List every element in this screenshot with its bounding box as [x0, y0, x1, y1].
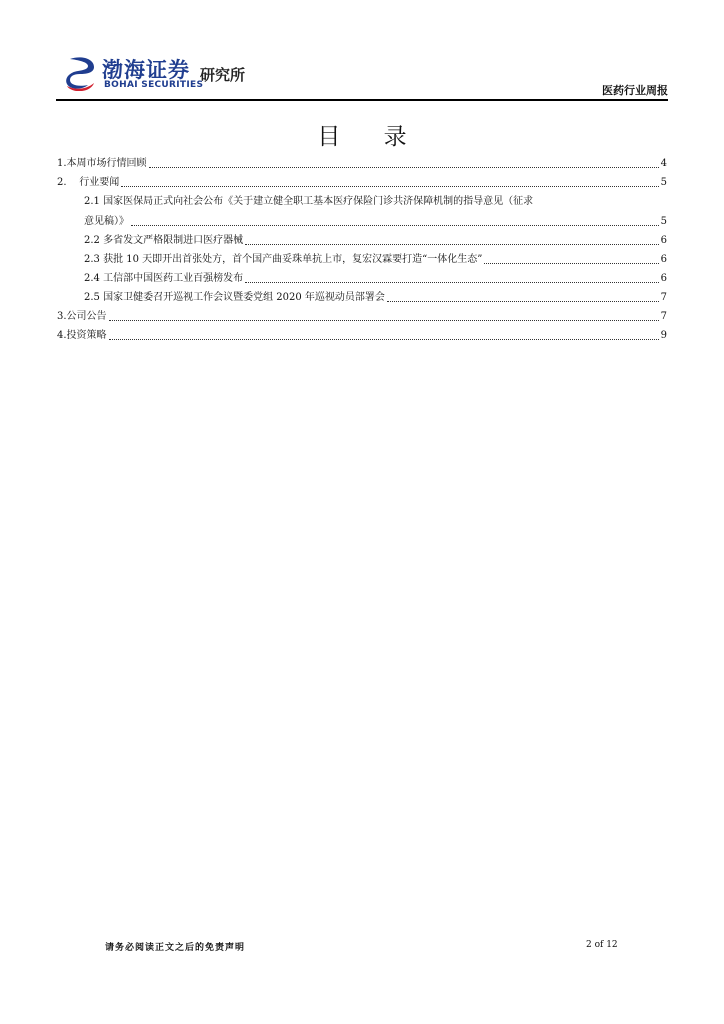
report-type: 医药行业周报 — [602, 84, 668, 97]
toc-entry-text: 意见稿）》 — [84, 216, 129, 227]
toc-leader-dots — [121, 186, 658, 187]
toc-leader-dots — [131, 225, 659, 226]
toc-leader-dots — [245, 244, 659, 245]
toc-entry-page: 5 — [660, 177, 667, 188]
toc-entry-2-2[interactable] — [57, 229, 667, 248]
toc-entry-page: 7 — [660, 311, 667, 322]
toc-entry-page: 6 — [660, 273, 667, 284]
toc-leader-dots — [109, 320, 659, 321]
footer-page-number: 2 of 12 — [586, 940, 618, 950]
toc-entry-2-4[interactable] — [57, 267, 667, 286]
toc-entry-page: 5 — [660, 216, 667, 227]
header-divider — [56, 99, 668, 101]
toc-leader-dots — [109, 339, 659, 340]
toc-entry-text: 3.公司公告 — [57, 311, 107, 322]
institute-label: 研究所 — [200, 66, 246, 84]
toc-entry-text: 2. 行业要闻 — [57, 177, 120, 188]
toc-entry-2-5[interactable] — [57, 286, 667, 305]
toc-entry-page: 9 — [660, 330, 667, 341]
toc-entry-page: 4 — [660, 158, 667, 169]
bohai-logo-icon — [64, 55, 98, 91]
toc-entry-3[interactable] — [57, 305, 667, 324]
page-footer — [0, 940, 724, 960]
toc-entry-page: 7 — [660, 292, 667, 303]
toc-entry-1[interactable] — [57, 152, 667, 171]
brand-name-cn: 渤海证券 — [102, 57, 190, 82]
toc-entry-text: 1.本周市场行情回顾 — [57, 158, 147, 169]
toc-entry-page: 6 — [660, 235, 667, 246]
toc-entry-2[interactable] — [57, 171, 667, 190]
table-of-contents — [57, 152, 667, 343]
toc-entry-text: 2.3 获批 10 天即开出首张处方，首个国产曲妥珠单抗上市，复宏汉霖要打造“一体化生态” — [84, 254, 483, 265]
toc-entry-text: 2.1 国家医保局正式向社会公布《关于建立健全职工基本医疗保险门诊共济保障机制的指导意见（征求 — [84, 196, 534, 207]
footer-disclaimer: 请务必阅读正文之后的免责声明 — [105, 943, 246, 953]
toc-entry-4[interactable] — [57, 324, 667, 343]
toc-entry-2-1-line1[interactable] — [57, 190, 667, 209]
toc-entry-2-1-line2[interactable] — [57, 209, 667, 229]
toc-title: 目 录 — [317, 124, 425, 150]
toc-entry-text: 2.2 多省发文严格限制进口医疗器械 — [84, 235, 244, 246]
toc-leader-dots — [245, 282, 659, 283]
toc-entry-2-3[interactable] — [57, 248, 667, 267]
brand-name-en: BOHAI SECURITIES — [104, 80, 204, 90]
toc-entry-text: 4.投资策略 — [57, 330, 107, 341]
toc-leader-dots — [484, 263, 658, 264]
toc-leader-dots — [149, 167, 659, 168]
page-header — [64, 50, 668, 100]
toc-leader-dots — [387, 301, 659, 302]
toc-entry-text: 2.5 国家卫健委召开巡视工作会议暨委党组 2020 年巡视动员部署会 — [84, 292, 385, 303]
toc-entry-page: 6 — [660, 254, 667, 265]
toc-entry-text: 2.4 工信部中国医药工业百强榜发布 — [84, 273, 244, 284]
